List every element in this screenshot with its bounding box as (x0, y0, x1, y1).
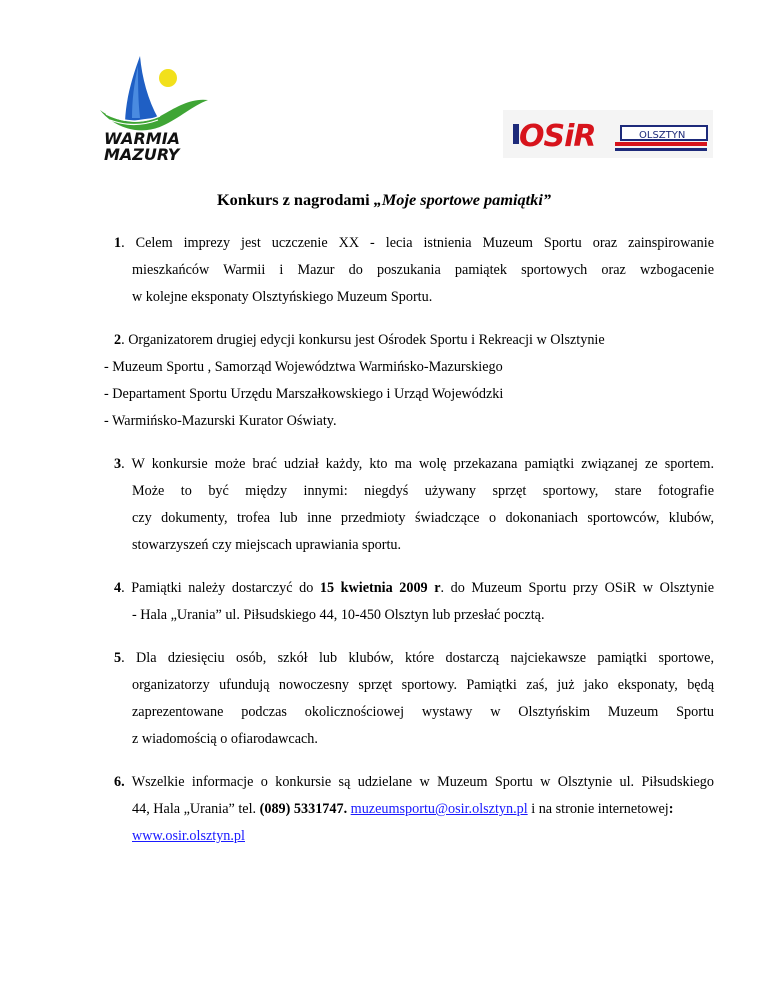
list-item: 6. Wszelkie informacje o konkursie są udzielane w Muzeum Sportu w Olsztynie ul. Piłsudskiego 44, Hala „Urania” tel. (089) 5331747. muzeumsportu@osir.olsztyn.pl i na stronie internetowej: www.osir.olsztyn.pl (114, 774, 714, 844)
list-item: 1. Celem imprezy jest uczczenie XX - lecia istnienia Muzeum Sportu oraz zainspirowanie mieszkańców Warmii i Mazur do poszukania pamiątek sportowych oraz wzbogacenie w kolejne eksponaty Olsztyńskiego Muzeum Sportu. (114, 235, 714, 305)
sun-icon (159, 69, 177, 87)
email-link[interactable]: muzeumsportu@osir.olsztyn.pl (350, 801, 528, 817)
list-item: 5. Dla dziesięciu osób, szkół lub klubów, które dostarczą najciekawsze pamiątki sportowe, organizatorzy ufundują nowoczesny sprzęt sportowy. Pamiątki zaś, już jako eksponaty, będą zaprezentowane podczas okolicznościowej wystawy w Olsztyńskim Muzeum Sportu z wiadomością o ofiarodawcach. (114, 650, 714, 747)
svg-text:MAZURY: MAZURY (104, 145, 180, 160)
list-item: 4. Pamiątki należy dostarczyć do 15 kwietnia 2009 r. do Muzeum Sportu przy OSiR w Olsztynie - Hala „Urania” ul. Piłsudskiego 44, 10-450 Olsztyn lub przesłać pocztą. (114, 580, 715, 623)
osir-logo (503, 110, 713, 158)
osir-mark: OSiR (519, 119, 596, 154)
list-item: 3. W konkursie może brać udział każdy, kto ma wolę przekazana pamiątki związanej ze sportem. Może to być między innymi: niegdyś używany sprzęt sportowy, stare fotografie czy dokumenty, trofea lub inne przedmioty świadczące o dokonaniach sportowców, klubów, stowarzyszeń czy miejscach uprawiania sportu. (114, 456, 714, 553)
document-body (104, 230, 715, 866)
sail-icon (125, 56, 158, 122)
osir-city: OLSZTYN (639, 130, 686, 141)
page-title: Konkurs z nagrodami „Moje sportowe pamiątki” (217, 190, 551, 209)
warmia-mazury-logo (92, 48, 212, 160)
logo-text: WARMIA (104, 129, 181, 148)
list-item: 2. Organizatorem drugiej edycji konkursu jest Ośrodek Sportu i Rekreacji w Olsztynie - Muzeum Sportu , Samorząd Województwa Warmińsko-Mazurskiego - Departament Sportu Urzędu Marszałkowskiego i Urząd Wojewódzki - Warmińsko-Mazurski Kurator Oświaty. (104, 332, 605, 429)
website-link[interactable]: www.osir.olsztyn.pl (132, 828, 245, 844)
